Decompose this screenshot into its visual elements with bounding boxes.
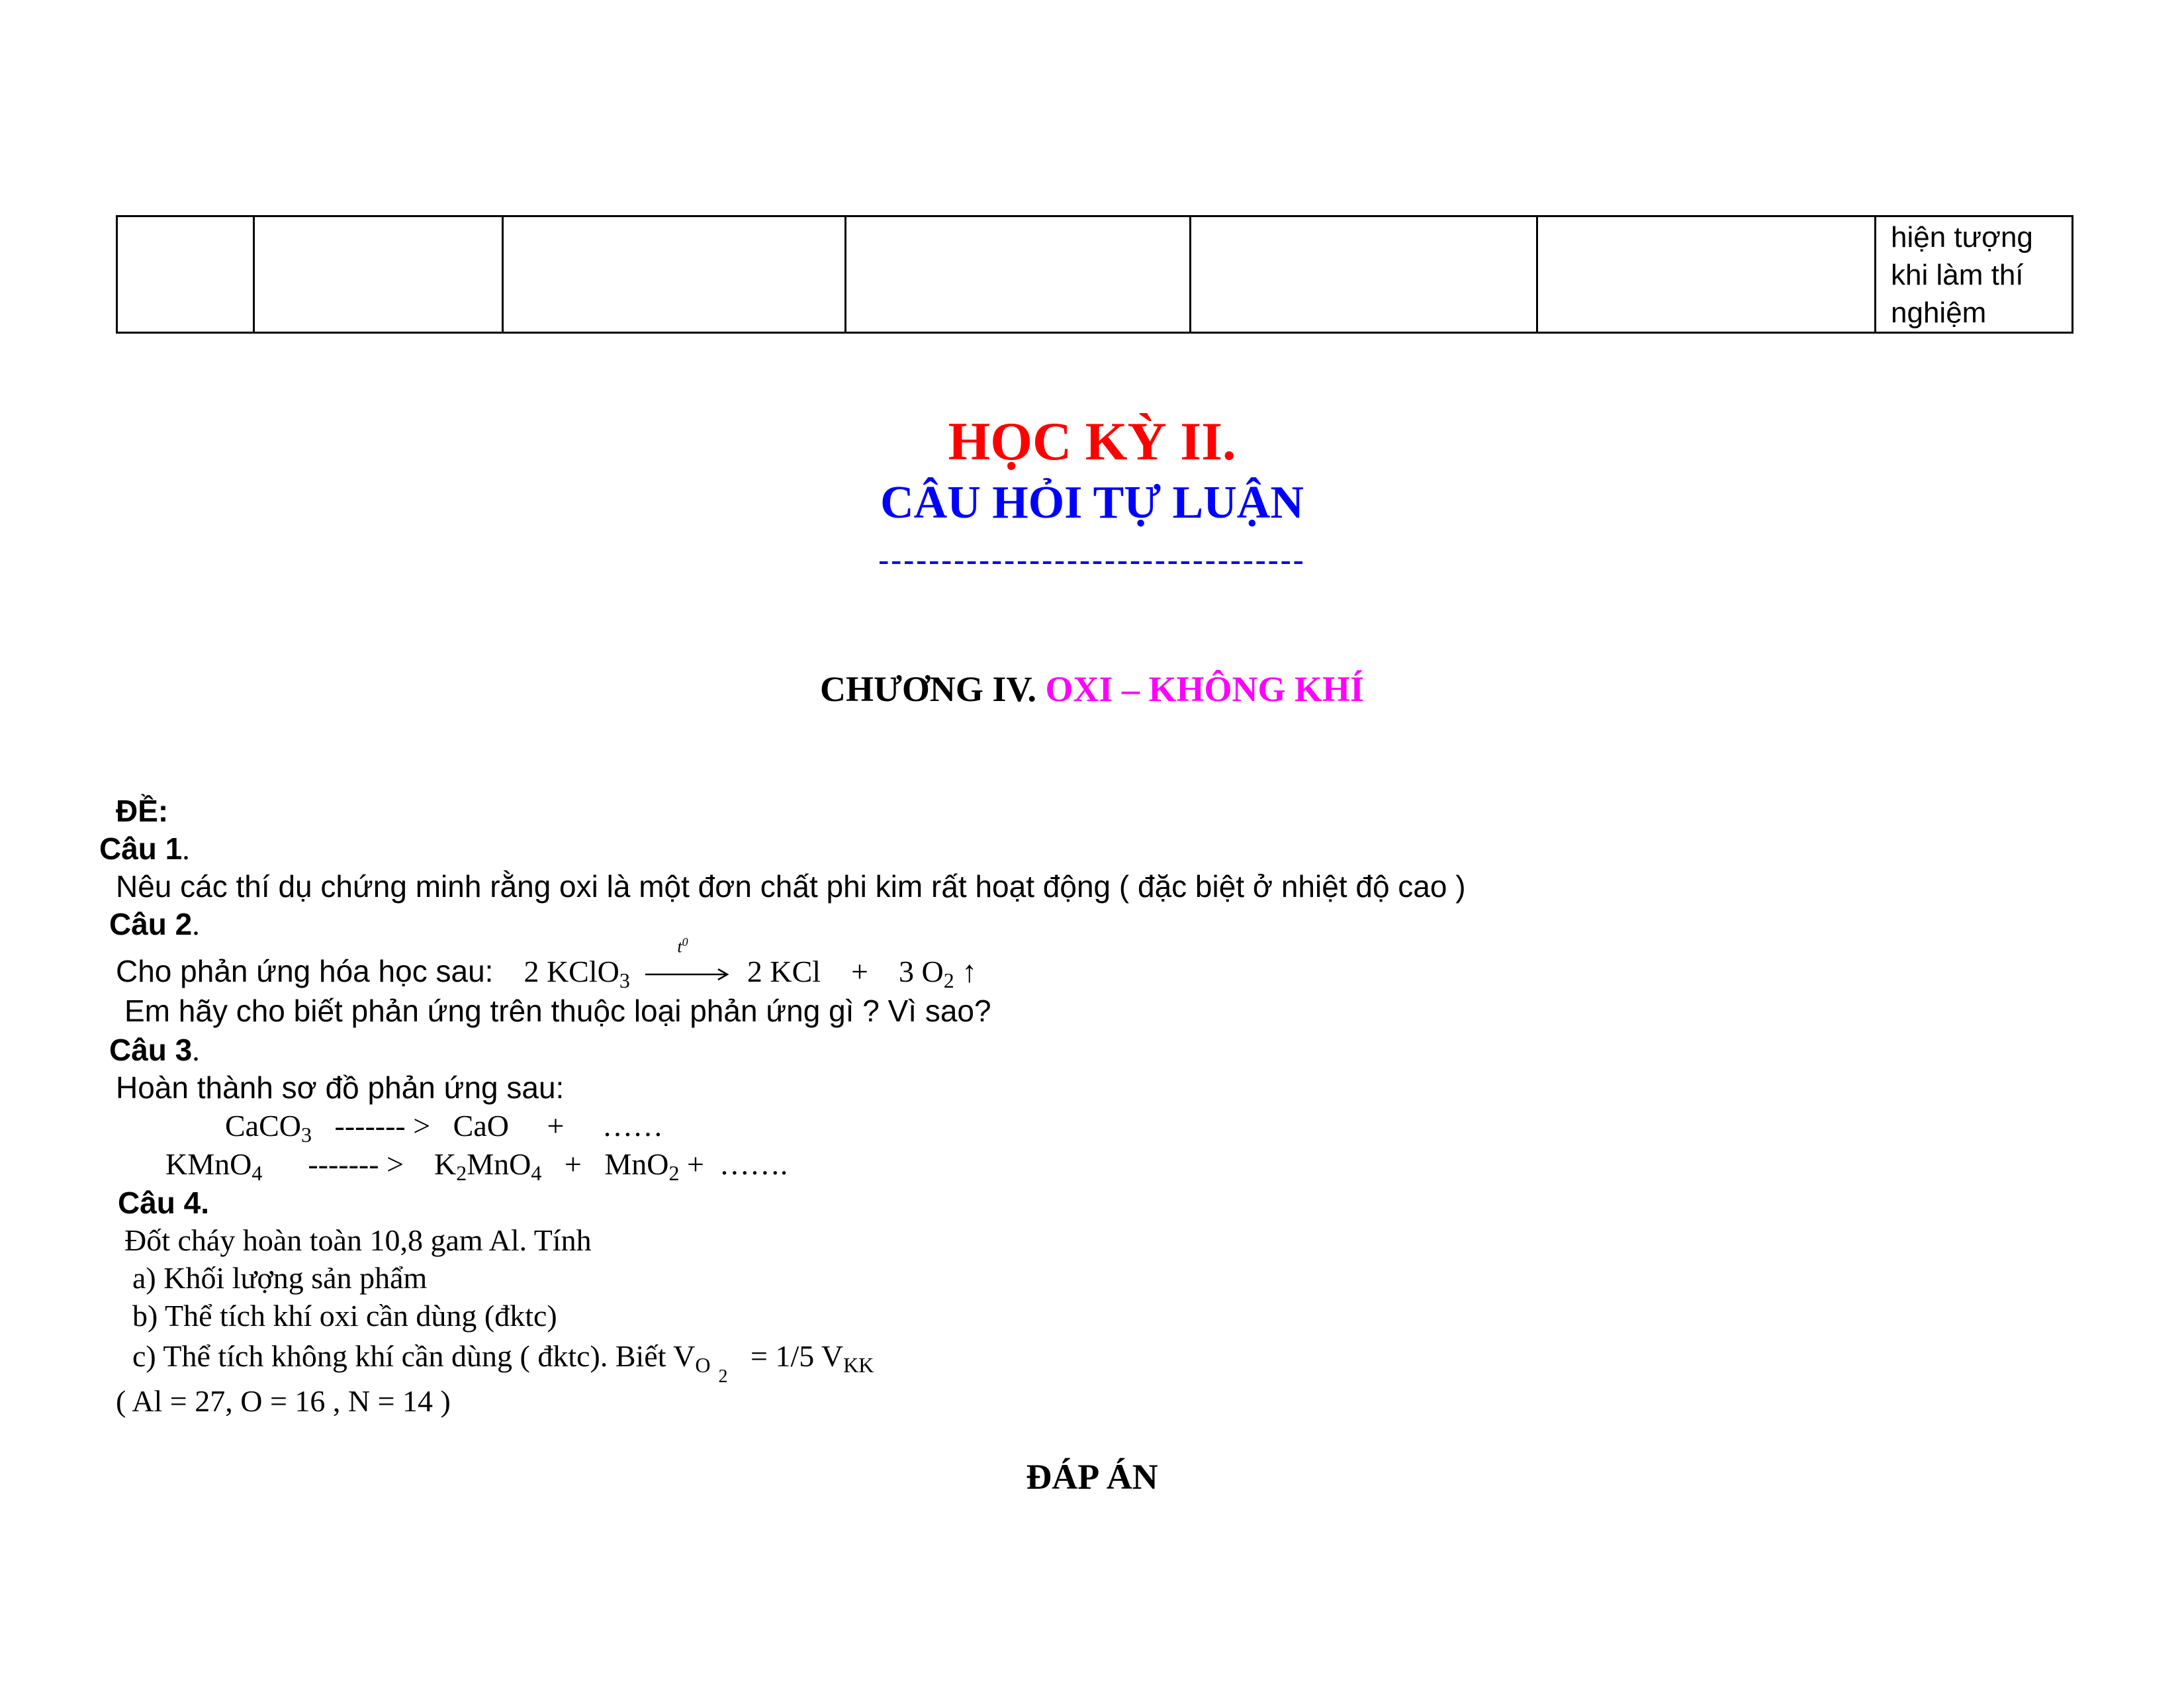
- table-cell: [1876, 216, 2073, 333]
- chapter-name: OXI – KHÔNG KHÍ: [1045, 669, 1365, 709]
- answer-heading: ĐÁP ÁN: [1026, 1457, 1158, 1497]
- chapter-prefix: CHƯƠNG IV.: [819, 669, 1036, 709]
- r2-arrow: ------- >: [308, 1147, 404, 1181]
- r1-product: CaO: [453, 1109, 509, 1143]
- q2-plus: +: [851, 955, 868, 988]
- q2-reactant: 2 KClO$_3$: [523, 955, 630, 992]
- q2-equation: [116, 935, 978, 992]
- table-row: [117, 216, 2073, 333]
- table-cell: [254, 216, 503, 333]
- r1-reactant: CaCO$_3$: [225, 1109, 312, 1147]
- r1-blank: ……: [602, 1109, 663, 1143]
- table-cell: [117, 216, 254, 333]
- q4-a: a) Khối lượng sản phẩm: [132, 1261, 428, 1295]
- table-cell: [1191, 216, 1537, 333]
- q3-reaction-1: [225, 1108, 663, 1147]
- q4-label: Câu 4.: [118, 1186, 210, 1220]
- title-divider: ----------------------------------: [878, 542, 1306, 577]
- q1-label: Câu 1: [99, 831, 183, 866]
- q1-heading: Câu 1.: [99, 831, 190, 866]
- q4-masses: ( Al = 27, O = 16 , N = 14 ): [116, 1384, 451, 1418]
- r2-blank: …….: [719, 1147, 788, 1181]
- table-cell-text: hiện tượng khi làm thí nghiệm: [1891, 221, 2033, 329]
- q3-intro: Hoàn thành sơ đồ phản ứng sau:: [116, 1070, 565, 1105]
- q4-intro: Đốt cháy hoàn toàn 10,8 gam Al. Tính: [124, 1223, 592, 1257]
- q3-heading: Câu 3.: [109, 1033, 200, 1067]
- q2-product1: 2 KCl: [747, 955, 821, 988]
- r2-plus1: +: [564, 1147, 582, 1181]
- reaction-arrow: [645, 935, 731, 989]
- reaction-condition: $t^0$: [677, 935, 688, 957]
- chapter-heading: [0, 669, 2184, 710]
- q2-product2: 3 $O_2$: [899, 955, 954, 992]
- q2-question: Em hãy cho biết phản ứng trên thuộc loại phản ứng gì ? Vì sao?: [124, 994, 991, 1028]
- r1-arrow: ------- >: [334, 1109, 431, 1143]
- q2-label: Câu 2: [109, 907, 193, 941]
- r2-reactant: KMnO$_4$: [165, 1147, 263, 1185]
- section-title: CÂU HỎI TỰ LUẬN: [880, 477, 1304, 528]
- semester-title: HỌC KỲ II.: [948, 411, 1236, 471]
- r1-plus: +: [547, 1109, 565, 1143]
- q4-b: b) Thể tích khí oxi cần dùng (đktc): [132, 1299, 557, 1333]
- q3-label: Câu 3: [109, 1033, 193, 1067]
- q4-c: c) Thể tích không khí cần dùng ( đktc). Biết $V_O$ $_2$ = 1/5 $V_{KK}$: [132, 1339, 874, 1387]
- gas-up-arrow-icon: ↑: [962, 955, 978, 988]
- exam-label: ĐỀ:: [116, 794, 169, 828]
- q2-intro: Cho phản ứng hóa học sau:: [116, 954, 494, 988]
- table-cell: [503, 216, 846, 333]
- top-table: [116, 215, 2073, 334]
- q1-text: Nêu các thí dụ chứng minh rằng oxi là một đơn chất phi kim rất hoạt động ( đặc biệt ở nhiệt độ cao ): [116, 869, 1466, 904]
- r2-product1: $K_2MnO_4$: [434, 1147, 542, 1185]
- r2-plus2: +: [686, 1147, 704, 1181]
- q3-reaction-2: [165, 1147, 788, 1185]
- table-cell: [846, 216, 1191, 333]
- table-cell: [1537, 216, 1876, 333]
- right-arrow-icon: [645, 964, 731, 984]
- r2-product2: MnO$_2$: [604, 1147, 680, 1185]
- q2-heading: Câu 2.: [109, 907, 200, 941]
